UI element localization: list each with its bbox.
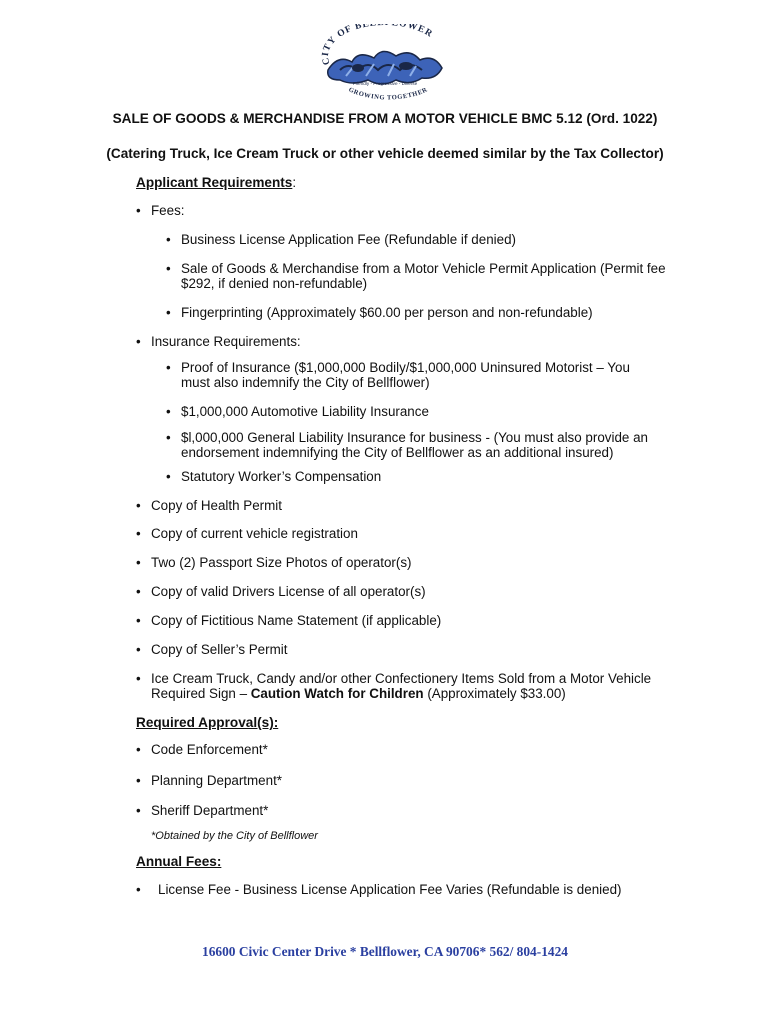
page-title: SALE OF GOODS & MERCHANDISE FROM A MOTOR VEHICLE BMC 5.12 (Ord. 1022) <box>112 111 658 126</box>
insurance-list-item <box>136 335 301 350</box>
bullet-icon <box>166 306 181 321</box>
insurance-item-text: $l,000,000 General Liability Insurance for business - (You must also provide an endorsement indemnifying the City of Bellflower as an additional insured) <box>181 430 648 460</box>
city-logo <box>318 24 452 106</box>
bullet-icon <box>136 585 151 600</box>
approval-item <box>136 743 268 758</box>
annual-fee-item <box>136 883 621 898</box>
insurance-item <box>166 361 656 390</box>
requirement-item-text: Copy of Fictitious Name Statement (if applicable) <box>151 613 442 628</box>
annual-fee-text: License Fee - Business License Application Fee Varies (Refundable is denied) <box>158 882 622 897</box>
approval-item <box>136 804 268 819</box>
approval-item <box>136 774 282 789</box>
insurance-item <box>166 405 686 420</box>
insurance-item <box>166 470 686 485</box>
required-approvals-heading: Required Approval(s): <box>136 715 279 730</box>
approval-item-text: Planning Department* <box>151 773 283 788</box>
requirement-item <box>136 527 358 542</box>
bullet-icon <box>166 233 181 248</box>
applicant-heading-text: Applicant Requirements <box>136 175 293 190</box>
fees-list-item <box>136 204 185 219</box>
sign-text-post: (Approximately $33.00) <box>423 685 566 701</box>
page-subtitle: (Catering Truck, Ice Cream Truck or other vehicle deemed similar by the Tax Collector) <box>106 146 664 161</box>
logo-flower-art <box>328 51 442 84</box>
requirement-item-text: Copy of current vehicle registration <box>151 526 358 541</box>
fees-label: Fees: <box>151 203 185 218</box>
bullet-icon <box>166 262 181 291</box>
bullet-icon <box>136 204 151 219</box>
fee-item-text: Business License Application Fee (Refundable if denied) <box>181 232 516 247</box>
bullet-icon <box>136 499 151 514</box>
bullet-icon <box>136 527 151 542</box>
requirement-item <box>136 614 441 629</box>
fee-item <box>166 262 666 291</box>
insurance-item-text: Proof of Insurance ($1,000,000 Bodily/$1,000,000 Uninsured Motorist – You must also indemnify the City of Bellflower) <box>181 360 630 390</box>
approval-item-text: Sheriff Department* <box>151 803 269 818</box>
requirement-item <box>136 585 426 600</box>
bullet-icon <box>166 361 181 390</box>
requirement-item-text: Copy of Seller’s Permit <box>151 642 288 657</box>
insurance-item-text: $1,000,000 Automotive Liability Insurance <box>181 404 429 419</box>
requirement-item-text: Copy of Health Permit <box>151 498 282 513</box>
svg-text:GROWING TOGETHER <box>347 86 428 101</box>
sign-requirement-item <box>136 672 676 701</box>
bullet-icon <box>166 431 181 460</box>
bullet-icon <box>136 643 151 658</box>
footer-address: 16600 Civic Center Drive * Bellflower, CA 90706* 562/ 804-1424 <box>202 944 568 959</box>
insurance-label: Insurance Requirements: <box>151 334 301 349</box>
city-seal-graphic <box>318 24 452 106</box>
bullet-icon <box>136 804 151 819</box>
applicant-requirements-heading <box>136 175 296 190</box>
fee-item <box>166 233 686 248</box>
bullet-icon <box>136 883 158 898</box>
bullet-icon <box>136 743 151 758</box>
requirement-item <box>136 556 411 571</box>
fee-item-text: Sale of Goods & Merchandise from a Motor Vehicle Permit Application (Permit fee $292, if denied non-refundable) <box>181 261 666 291</box>
bullet-icon <box>166 470 181 485</box>
bullet-icon <box>136 335 151 350</box>
approvals-footnote: *Obtained by the City of Bellflower <box>151 830 318 842</box>
insurance-item <box>166 431 686 460</box>
requirement-item-text: Copy of valid Drivers License of all operator(s) <box>151 584 426 599</box>
sign-text-pre: Ice Cream Truck, Candy and/or other Confectionery Items Sold from a Motor Vehicle Required Sign – <box>151 671 652 701</box>
requirement-item <box>136 499 282 514</box>
applicant-heading-colon: : <box>292 175 297 190</box>
insurance-item-text: Statutory Worker’s Compensation <box>181 469 382 484</box>
fee-item <box>166 306 686 321</box>
sign-text-bold: Caution Watch for Children <box>250 685 424 701</box>
bullet-icon <box>136 672 151 701</box>
fee-item-text: Fingerprinting (Approximately $60.00 per person and non-refundable) <box>181 305 593 320</box>
approval-item-text: Code Enforcement* <box>151 742 268 757</box>
requirement-item-text: Two (2) Passport Size Photos of operator(s) <box>151 555 412 570</box>
logo-text-mid: Friendly - Progressive - Diverse <box>352 81 418 86</box>
bullet-icon <box>136 614 151 629</box>
bullet-icon <box>136 556 151 571</box>
bullet-icon <box>136 774 151 789</box>
bullet-icon <box>166 405 181 420</box>
annual-fees-heading: Annual Fees: <box>136 854 222 869</box>
requirement-item <box>136 643 287 658</box>
sign-requirement-text <box>151 672 676 701</box>
logo-text-top: CITY OF BE OWER <box>320 24 435 66</box>
logo-text-bottom: GROWING TOGETHER <box>347 86 429 102</box>
